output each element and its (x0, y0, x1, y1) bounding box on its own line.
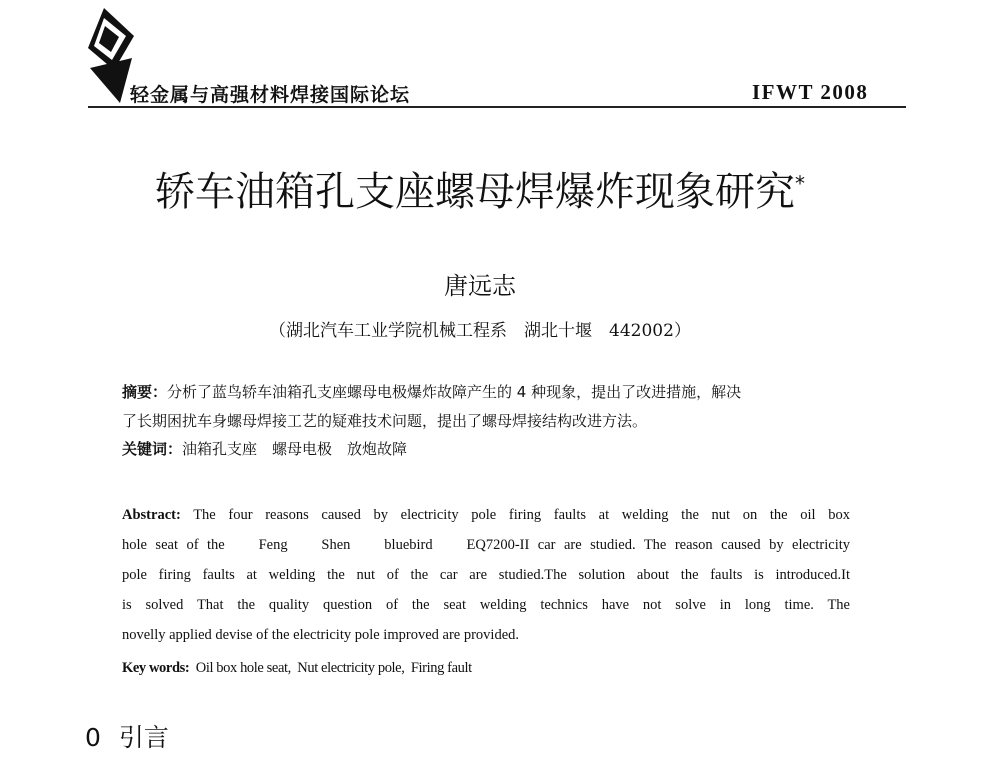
keywords-en-label: Key words: (122, 660, 190, 676)
abstract-cn-text: 分析了蓝鸟轿车油箱孔支座螺母电极爆炸故障产生的 4 种现象，提出了改进措施，解决 (167, 383, 742, 401)
abstract-en-text: The four reasons caused by electricity pole firing faults at welding the nut on the oil box (193, 507, 850, 523)
abstract-en-line: hole seat of the Feng Shen bluebird EQ7200-II car are studied. The reason caused by electricity (122, 537, 850, 553)
paper-title (0, 160, 960, 217)
abstract-cn-label: 摘要： (122, 383, 168, 401)
title-text: 轿车油箱孔支座螺母焊爆炸现象研究 (155, 169, 795, 215)
keywords-cn (122, 438, 850, 459)
abstract-cn-line (122, 381, 850, 402)
author: 唐远志 (444, 272, 516, 300)
abstract-cn-line: 了长期困扰车身螺母焊接工艺的疑难技术问题，提出了螺母焊接结构改进方法。 (122, 412, 648, 430)
conference-name: 轻金属与高强材料焊接国际论坛 (130, 84, 411, 106)
abstract-en-line (122, 507, 850, 524)
keywords-en-text: Oil box hole seat, Nut electricity pole, Firing fault (195, 660, 472, 676)
section-number: 0 (85, 723, 101, 752)
conference-logo-icon (86, 8, 136, 103)
abstract-en-label: Abstract: (122, 507, 181, 523)
title-footnote-mark: * (795, 171, 805, 196)
abstract-en-line: novelly applied devise of the electricity pole improved are provided. (122, 627, 520, 643)
conference-code: IFWT 2008 (752, 80, 869, 104)
header-rule (88, 106, 906, 108)
keywords-en (122, 660, 850, 677)
abstract-en-line: is solved That the quality question of the seat welding technics have not solve in long time. The (122, 597, 850, 613)
section-title: 引言 (118, 723, 169, 752)
abstract-en-line: pole firing faults at welding the nut of the car are studied.The solution about the faults is introduced.It (122, 567, 850, 583)
keywords-cn-label: 关键词： (122, 440, 183, 458)
keywords-cn-text: 油箱孔支座 螺母电极 放炮故障 (182, 440, 408, 458)
section-heading (85, 718, 187, 754)
affiliation: （湖北汽车工业学院机械工程系 湖北十堰 442002） (269, 321, 691, 341)
